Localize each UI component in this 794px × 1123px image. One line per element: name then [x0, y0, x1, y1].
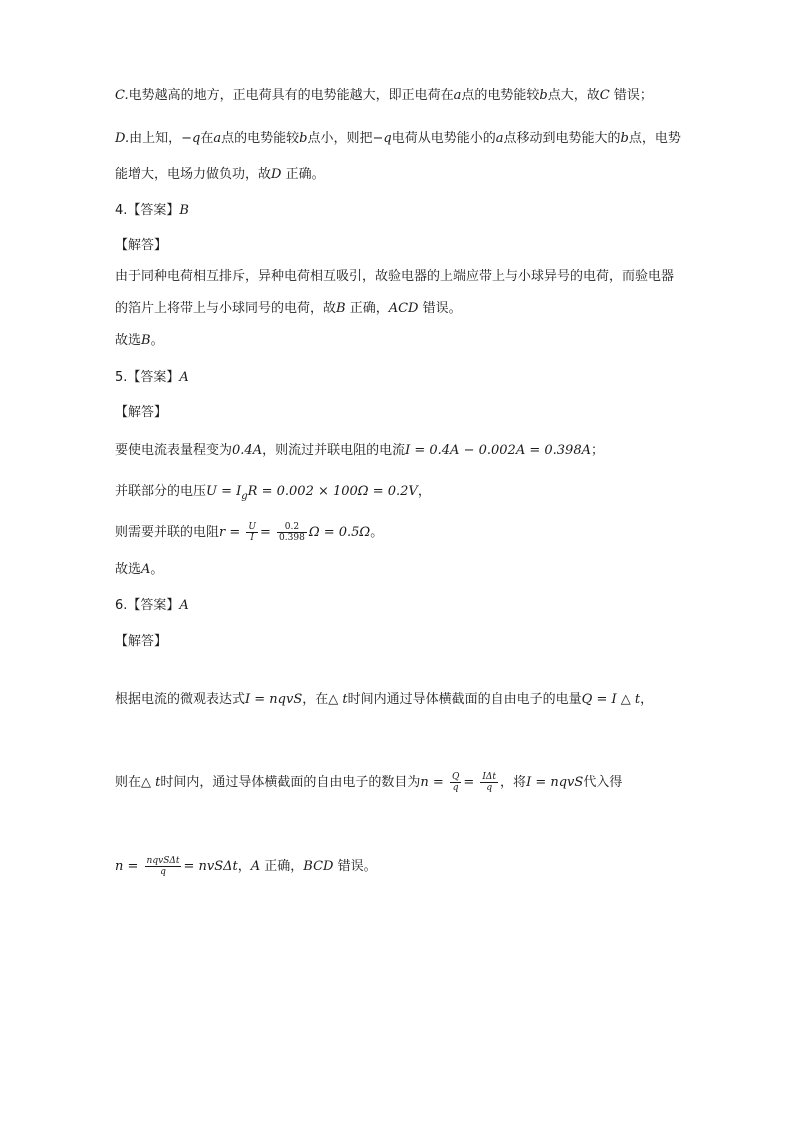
- option-ref: B: [141, 333, 151, 348]
- q3-option-d-line1: [115, 129, 681, 149]
- fraction: [480, 772, 498, 793]
- text: 错误。: [418, 301, 462, 316]
- text: ，: [237, 859, 251, 874]
- numerator: nqvSΔt: [146, 856, 180, 866]
- text: 点，电势: [628, 131, 681, 146]
- denominator: q: [486, 783, 493, 793]
- option-letter: C.: [115, 88, 129, 103]
- text: ；: [590, 443, 604, 458]
- math: U = I: [206, 484, 242, 499]
- q6-line1: [115, 690, 653, 710]
- option-ref: D: [271, 167, 282, 182]
- text: 根据电流的微观表达式: [115, 692, 246, 707]
- q5-line2: [115, 482, 431, 507]
- math: I = nqvS: [526, 775, 584, 790]
- q5-choose: [115, 560, 163, 580]
- text: 则在△: [115, 775, 156, 790]
- answer-value: A: [179, 370, 189, 385]
- denominator: 0.398: [279, 533, 305, 543]
- math-subscript: g: [241, 491, 248, 502]
- option-ref: A: [250, 859, 261, 874]
- q5-line3: [115, 522, 383, 543]
- q6-line2: [115, 772, 622, 793]
- text: 故选: [115, 333, 142, 348]
- math: n =: [420, 775, 444, 790]
- answer-label: 4.【答案】: [115, 203, 180, 218]
- math: =: [260, 525, 271, 540]
- answer-label: 6.【答案】: [115, 598, 180, 613]
- text: 点大，故: [547, 88, 600, 103]
- math: t: [155, 775, 161, 790]
- text: 。: [370, 525, 384, 540]
- math: = nvSΔt: [183, 859, 238, 874]
- text: 正确。: [281, 167, 325, 182]
- q4-line1: 由于同种电荷相互排斥，异种电荷相互吸引，故验电器的上端应带上与小球异号的电荷，而验电器: [115, 269, 675, 284]
- text: 正确，: [260, 859, 304, 874]
- fraction: [246, 522, 258, 543]
- text: 代入得: [583, 775, 623, 790]
- math: −q: [372, 131, 392, 146]
- math: a: [213, 131, 222, 146]
- denominator: q: [452, 783, 459, 793]
- text: 点的电势能较: [461, 88, 540, 103]
- math: t: [342, 692, 348, 707]
- text: 点小，则把: [307, 131, 373, 146]
- math: n =: [115, 859, 139, 874]
- answer-value: B: [179, 203, 189, 218]
- q3-option-d-line2: [115, 165, 325, 185]
- q4-choose: [115, 331, 164, 351]
- text: 时间内，通过导体横截面的自由电子的数目为: [160, 775, 421, 790]
- math: b: [620, 131, 629, 146]
- numerator: Q: [451, 772, 460, 782]
- option-ref: A: [141, 562, 151, 577]
- q5-answer: [115, 368, 189, 388]
- text: ，在△: [302, 692, 343, 707]
- text: ，将: [500, 775, 527, 790]
- text: ，: [417, 484, 431, 499]
- math: r =: [219, 525, 241, 540]
- text: 电势越高的地方，正电荷具有的电势能越大，即正电荷在: [128, 88, 454, 103]
- answer-value: A: [179, 598, 189, 613]
- q3-option-c: [115, 86, 653, 106]
- text: 由上知，: [129, 131, 182, 146]
- denominator: I: [250, 533, 254, 543]
- text: 正确，: [345, 301, 389, 316]
- numerator: IΔt: [482, 772, 497, 782]
- math: 0.4A: [232, 443, 263, 458]
- math: Ω = 0.5Ω: [308, 525, 371, 540]
- text: 错误。: [333, 859, 377, 874]
- fraction: [450, 772, 461, 793]
- math: −q: [181, 131, 201, 146]
- option-ref: C: [599, 88, 610, 103]
- text: 点的电势能较: [221, 131, 300, 146]
- answer-label: 5.【答案】: [115, 370, 180, 385]
- math: a: [453, 88, 462, 103]
- numerator: 0.2: [277, 522, 307, 533]
- text: 能增大，电场力做负功，故: [115, 167, 272, 182]
- numerator: U: [248, 522, 256, 532]
- denominator: q: [160, 867, 166, 877]
- text: 。: [150, 562, 164, 577]
- text: 的箔片上将带上与小球同号的电荷，故: [115, 301, 337, 316]
- q4-line2: [115, 299, 462, 319]
- q4-answer: [115, 201, 189, 221]
- text: 则需要并联的电阻: [115, 525, 220, 540]
- text: 。: [150, 333, 164, 348]
- option-ref: B: [336, 301, 346, 316]
- text: ，则流过并联电阻的电流: [262, 443, 406, 458]
- math: b: [539, 88, 548, 103]
- text: 并联部分的电压: [115, 484, 207, 499]
- q6-line3: [115, 856, 377, 877]
- text: 电荷从电势能小的: [391, 131, 496, 146]
- math: R = 0.002 × 100Ω = 0.2V: [247, 484, 418, 499]
- text: ，: [640, 692, 654, 707]
- option-letter: D.: [115, 131, 130, 146]
- q6-answer: [115, 596, 189, 616]
- text: 错误；: [609, 88, 653, 103]
- option-ref: BCD: [303, 859, 334, 874]
- q6-analysis-label: 【解答】: [115, 634, 168, 649]
- text: 在: [200, 131, 214, 146]
- math: I = 0.4A − 0.002A = 0.398A: [405, 443, 591, 458]
- text: 故选: [115, 562, 142, 577]
- text: 点移动到电势能大的: [503, 131, 621, 146]
- q4-analysis-label: 【解答】: [115, 238, 168, 253]
- option-ref: ACD: [388, 301, 419, 316]
- q5-line1: [115, 441, 604, 461]
- fraction: [145, 856, 182, 877]
- math: =: [463, 775, 475, 790]
- math: I = nqvS: [245, 692, 303, 707]
- q5-analysis-label: 【解答】: [115, 405, 168, 420]
- fraction: [277, 522, 307, 543]
- math: a: [495, 131, 504, 146]
- math: b: [299, 131, 308, 146]
- text: 要使电流表量程变为: [115, 443, 233, 458]
- text: 时间内通过导体横截面的自由电子的电量: [347, 692, 582, 707]
- math: Q = I △ t: [581, 692, 641, 707]
